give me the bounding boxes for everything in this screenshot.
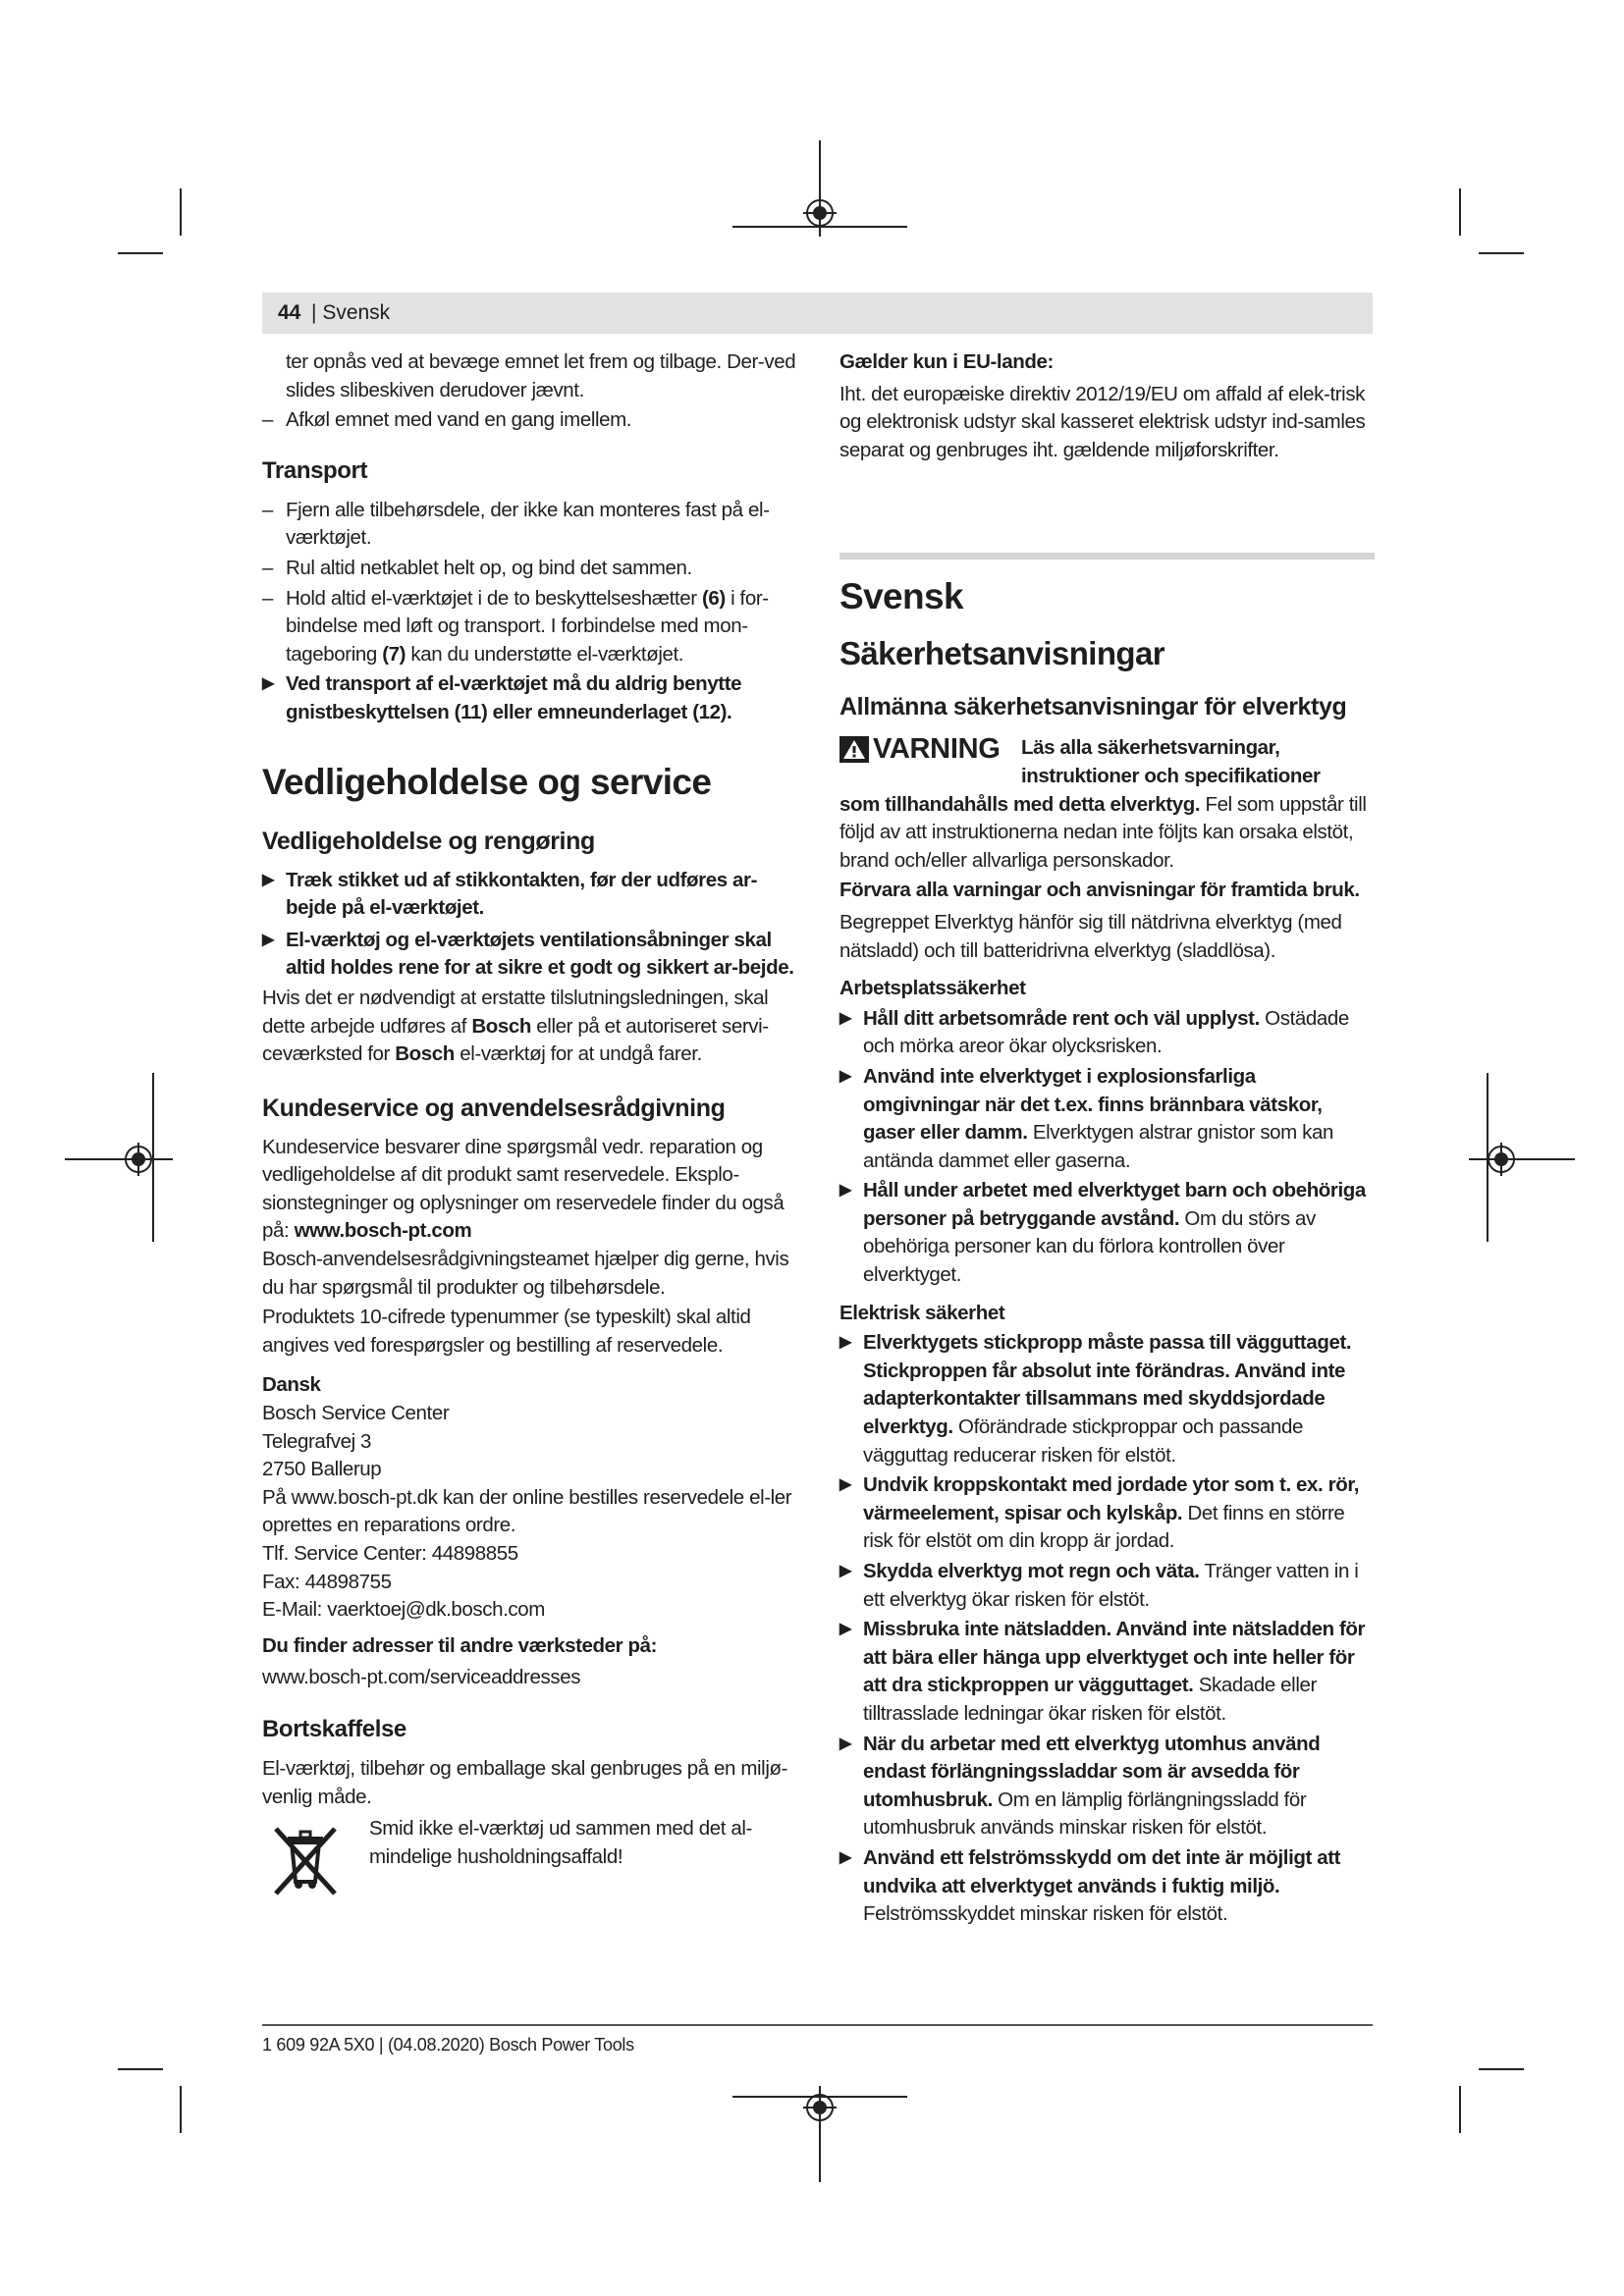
- text: eller på et autoriseret servi-ceværksted for: [262, 1014, 769, 1066]
- email-line: E-Mail: vaerktoej@dk.bosch.com: [262, 1598, 545, 1622]
- registration-target-icon: [803, 196, 837, 230]
- crop-mark: [180, 2086, 182, 2133]
- explanation-text: Elverktygen alstrar gnistor som kan antända dammet eller gaserna.: [863, 1121, 1333, 1172]
- warning-text: När du arbetar med ett elverktyg utomhus använd endast förlängningssladdar som är avsedda för utomhusbruk.: [863, 1732, 1321, 1811]
- list-item: [262, 585, 800, 669]
- paragraph: ter opnås ved at bevæge emnet let frem og tilbage. Der-ved slides slibeskiven derudover jævnt.: [286, 350, 796, 401]
- crop-mark: [118, 2068, 163, 2070]
- address-line: Telegrafvej 3: [262, 1429, 372, 1453]
- paragraph: Förvara alla varningar och anvisningar för framtida bruk.: [839, 879, 1360, 902]
- crop-mark: [118, 252, 163, 254]
- warning-text: Træk stikket ud af stikkontakten, før der udføres ar-bejde på el-værktøjet.: [286, 868, 758, 920]
- warning-triangle-icon: [839, 736, 869, 763]
- warning-sign: [839, 734, 1011, 764]
- explanation-text: Ostädade och mörka areor ökar olycksrisken.: [863, 1006, 1349, 1058]
- explanation-text: Om du störs av obehöriga personer kan du förlora kontrollen över elverktyget.: [863, 1206, 1316, 1287]
- warning-text: Använd ett felströmsskydd om det inte är möjligt att undvika att elverktyget används i fuktig miljö.: [863, 1845, 1341, 1897]
- warning-item: [839, 1471, 1375, 1556]
- arrow-bullet-icon: ▶: [839, 1334, 851, 1352]
- warning-item: [839, 1731, 1375, 1842]
- arrow-bullet-icon: ▶: [839, 1182, 851, 1200]
- warning-text: Håll ditt arbetsområde rent och väl upplyst.: [863, 1006, 1260, 1030]
- list-item-text: Fjern alle tilbehørsdele, der ikke kan monteres fast på el-værktøjet.: [286, 498, 770, 550]
- left-column: [262, 348, 800, 1897]
- heading-find-addresses: Du finder adresser til andre værksteder på:: [262, 1633, 658, 1657]
- heading-allmanna: Allmänna säkerhetsanvisningar för elverktyg: [839, 693, 1347, 721]
- explanation-text: Om en lämplig förlängningssladd för utomhusbruk används minskar risken för elstöt.: [863, 1788, 1307, 1840]
- heading-vedligeholdelse-rengoring: Vedligeholdelse og rengøring: [262, 827, 595, 855]
- warning-text: Ved transport af el-værktøjet må du aldrig benytte gnistbeskyttelsen (11) eller emneunderlaget (12).: [286, 672, 742, 723]
- dash-bullet: –: [262, 498, 274, 521]
- phone-line: Tlf. Service Center: 44898855: [262, 1542, 518, 1565]
- paragraph: [262, 1134, 800, 1246]
- page-number: 44: [278, 301, 301, 324]
- text: Fel som uppstår till följd av att instruktionerna nedan inte följts kan orsaka elstöt, brand och/eller allvarliga personskador.: [839, 792, 1367, 872]
- heading-elektrisk-sakerhet: Elektrisk säkerhet: [839, 1301, 1005, 1324]
- registration-target-icon: [803, 2091, 837, 2124]
- disposal-note: [262, 1815, 800, 1897]
- list-item: [262, 497, 800, 553]
- paragraph: Iht. det europæiske direktiv 2012/19/EU om affald af elek-trisk og elektronisk udstyr skal kasseret elektrisk udstyr ind-samles separat og genbruges iht. gældende miljøforskrifter.: [839, 382, 1366, 461]
- service-addresses-link[interactable]: www.bosch-pt.com/serviceaddresses: [262, 1666, 581, 1689]
- brand-name: Bosch: [471, 1014, 532, 1038]
- fax-line: Fax: 44898755: [262, 1570, 392, 1593]
- list-item: [262, 555, 800, 583]
- arrow-bullet-icon: ▶: [839, 1009, 851, 1027]
- warning-block: [839, 734, 1375, 790]
- address-line: På www.bosch-pt.dk kan der online bestilles reservedele el-ler oprettes en reparations ordre.: [262, 1485, 792, 1537]
- arrow-bullet-icon: ▶: [839, 1621, 851, 1638]
- header-separator: |: [311, 301, 317, 324]
- warning-item: [839, 1558, 1375, 1614]
- page-header: [262, 293, 1373, 334]
- crop-mark: [1459, 2086, 1461, 2133]
- crop-mark: [1479, 252, 1524, 254]
- warning-item: [839, 1844, 1375, 1929]
- arrow-bullet-icon: ▶: [262, 675, 274, 693]
- header-language-label: Svensk: [322, 301, 391, 324]
- explanation-text: Skadade eller tilltrasslade ledningar ökar risken för elstöt.: [863, 1674, 1317, 1725]
- text: Hvis det er nødvendigt at erstatte tilslutningsledningen, skal dette arbejde udføres af: [262, 986, 769, 1038]
- warning-text: Elverktygets stickpropp måste passa till vägguttaget. Stickproppen får absolut inte förändras. Använd inte adapterkontakter tillsammans med skyddsjordade elverktyg.: [863, 1331, 1352, 1439]
- heading-vedligeholdelse-service: Vedligeholdelse og service: [262, 761, 712, 802]
- warning-label: VARNING: [873, 733, 1001, 766]
- registration-line: [65, 1158, 173, 1160]
- crossed-out-bin-icon: [266, 1819, 345, 1897]
- paragraph: El-værktøj, tilbehør og emballage skal genbruges på en miljø-venlig måde.: [262, 1756, 788, 1808]
- heading-svensk: Svensk: [839, 576, 963, 617]
- list-item-text: i for-bindelse med løft og transport. I forbindelse med mon-tageboring: [286, 586, 769, 666]
- warning-text: El-værktøj og el-værktøjets ventilationsåbninger skal altid holdes rene for at sikre et godt og sikkert ar-bejde.: [286, 928, 794, 980]
- list-item-text: Afkøl emnet med vand en gang imellem.: [286, 408, 632, 432]
- page-footer: [262, 2024, 1373, 2055]
- brand-name: Bosch: [395, 1042, 455, 1066]
- arrow-bullet-icon: ▶: [839, 1735, 851, 1752]
- warning-text: Håll under arbetet med elverktyget barn och obehöriga personer på betryggande avstånd.: [863, 1179, 1366, 1230]
- crop-mark: [1459, 188, 1461, 236]
- paragraph: [262, 985, 800, 1069]
- registration-target-icon: [122, 1143, 155, 1176]
- paragraph: Produktets 10-cifrede typenummer (se typeskilt) skal altid angives ved forespørgsler og bestilling af reservedele.: [262, 1306, 751, 1357]
- list-item-text: Hold altid el-værktøjet i de to beskyttelseshætter: [286, 586, 702, 610]
- warning-item: [262, 927, 800, 983]
- dash-bullet: –: [262, 556, 274, 579]
- section-divider: [839, 553, 1375, 560]
- list-item: [262, 406, 800, 435]
- warning-lead: som tillhandahålls med detta elverktyg.: [839, 792, 1201, 816]
- crop-mark: [1479, 2068, 1524, 2070]
- footer-text: 1 609 92A 5X0 | (04.08.2020) Bosch Power Tools: [262, 2035, 634, 2055]
- address-line: Bosch Service Center: [262, 1402, 450, 1425]
- warning-item: [262, 867, 800, 923]
- warning-item: [839, 1616, 1375, 1728]
- right-column: [839, 348, 1375, 1929]
- heading-arbetsplatssakerhet: Arbetsplatssäkerhet: [839, 977, 1026, 1000]
- header-language: [311, 301, 390, 325]
- warning-item: [839, 1005, 1375, 1061]
- arrow-bullet-icon: ▶: [839, 1563, 851, 1579]
- list-item-text: kan du understøtte el-værktøjet.: [406, 642, 684, 666]
- website-link[interactable]: www.bosch-pt.com: [294, 1219, 472, 1243]
- warning-item: [262, 670, 800, 726]
- warning-text: Använd inte elverktyget i explosionsfarliga omgivningar när det t.ex. finns brännbara vätskor, gaser eller damm.: [863, 1064, 1323, 1145]
- paragraph: Begreppet Elverktyg hänför sig till nätdrivna elverktyg (med nätsladd) och till batteridrivna elverktyg (sladdlösa).: [839, 910, 1342, 962]
- heading-dansk: Dansk: [262, 1373, 321, 1397]
- registration-target-icon: [1485, 1143, 1518, 1176]
- arrow-bullet-icon: ▶: [839, 1848, 851, 1866]
- heading-sakerhetsanvisningar: Säkerhetsanvisningar: [839, 635, 1164, 672]
- arrow-bullet-icon: ▶: [262, 931, 274, 948]
- explanation-text: Felströmsskyddet minskar risken för elstöt.: [863, 1902, 1228, 1926]
- explanation-text: Det finns en större risk för elstöt om din kropp är jordad.: [863, 1501, 1345, 1553]
- arrow-bullet-icon: ▶: [839, 1067, 851, 1085]
- text: Kundeservice besvarer dine spørgsmål vedr. reparation og vedligeholdelse af dit produkt samt reservedele. Eksplo-sionstegninger og oplysninger om reservedele finder du også på:: [262, 1135, 785, 1243]
- explanation-text: Oförändrade stickproppar och passande vägguttag reducerar risken för elstöt.: [863, 1415, 1304, 1467]
- heading-transport: Transport: [262, 456, 368, 484]
- warning-item: [839, 1329, 1375, 1469]
- arrow-bullet-icon: ▶: [262, 871, 274, 888]
- paragraph: Smid ikke el-værktøj ud sammen med det al-mindelige husholdningsaffald!: [369, 1817, 752, 1868]
- reference-number: (7): [382, 642, 406, 666]
- warning-text: Skydda elverktyg mot regn och väta.: [863, 1560, 1200, 1582]
- heading-eu-only: Gælder kun i EU-lande:: [839, 350, 1054, 373]
- warning-text: Undvik kroppskontakt med jordade ytor som t. ex. rör, värmeelement, spisar och kylskåp.: [863, 1473, 1360, 1524]
- explanation-text: Tränger vatten in i ett elverktyg ökar risken för elstöt.: [863, 1560, 1359, 1611]
- text: el-værktøj for at undgå farer.: [454, 1042, 702, 1066]
- dash-bullet: –: [262, 408, 274, 432]
- warning-text: Missbruka inte nätsladden. Använd inte nätsladden för att bära eller hänga upp elverktyget och inte heller för att dra stickproppen ur vägguttaget.: [863, 1618, 1366, 1697]
- warning-lead: Läs alla säkerhetsvarningar, instruktioner och specifikationer: [1021, 736, 1321, 787]
- warning-item: [839, 1177, 1375, 1289]
- list-item-text: Rul altid netkablet helt op, og bind det sammen.: [286, 556, 692, 579]
- address-line: 2750 Ballerup: [262, 1458, 382, 1481]
- reference-number: (6): [701, 586, 726, 610]
- crop-mark: [180, 188, 182, 236]
- paragraph: [839, 791, 1375, 876]
- paragraph: Bosch-anvendelsesrådgivningsteamet hjælper dig gerne, hvis du har spørgsmål til produkter og tilbehørsdele.: [262, 1248, 789, 1299]
- heading-kundeservice: Kundeservice og anvendelsesrådgivning: [262, 1094, 726, 1122]
- heading-bortskaffelse: Bortskaffelse: [262, 1715, 406, 1742]
- dash-bullet: –: [262, 586, 274, 610]
- warning-item: [839, 1063, 1375, 1175]
- arrow-bullet-icon: ▶: [839, 1476, 851, 1494]
